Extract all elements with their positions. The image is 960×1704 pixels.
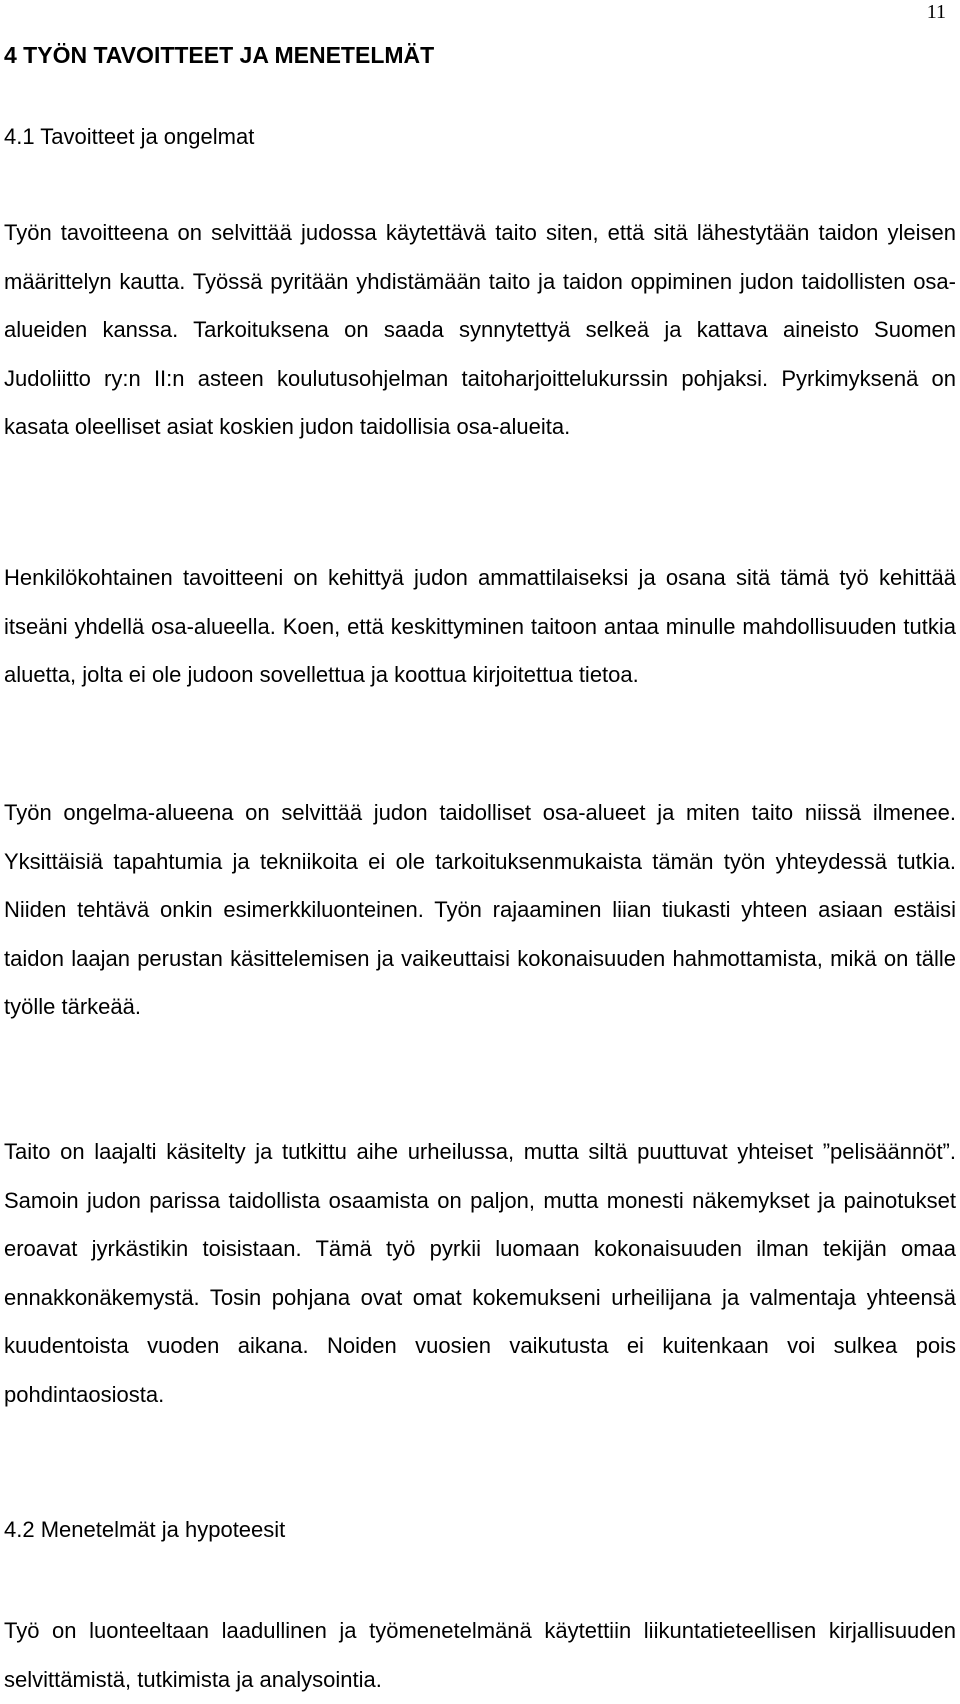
page-number: 11 (926, 1, 946, 23)
chapter-title: 4 TYÖN TAVOITTEET JA MENETELMÄT (4, 42, 435, 68)
paragraph: Työn ongelma-alueena on selvittää judon taidolliset osa-alueet ja miten taito niissä ilmenee. Yksittäisiä tapahtumia ja tekniikoita ei ole tarkoituksenmukaista tämän työn yhteydessä tutkia. Niiden tehtävä onkin esimerkkiluonteinen. Työn rajaaminen liian tiukasti yhteen asiaan estäisi taidon laajan perustan käsittelemisen ja vaikeuttaisi kokonaisuuden hahmottamista, mikä on tälle työlle tärkeää. (4, 800, 956, 1019)
paragraph: Taito on laajalti käsitelty ja tutkittu aihe urheilussa, mutta siltä puuttuvat yhteiset ”pelisäännöt”. Samoin judon parissa taidollista osaamista on paljon, mutta monesti näkemykset ja painotukset eroavat jyrkästikin toisistaan. Tämä työ pyrkii luomaan kokonaisuuden ilman tekijän omaa ennakkonäkemystä. Tosin pohjana ovat omat kokemukseni urheilijana ja valmentaja yhteensä kuudentoista vuoden aikana. Noiden vuosien vaikutusta ei kuitenkaan voi sulkea pois pohdintaosiosta. (4, 1139, 956, 1407)
paragraph: Työn tavoitteena on selvittää judossa käytettävä taito siten, että sitä lähestytään taidon yleisen määrittelyn kautta. Työssä pyritään yhdistämään taito ja taidon oppiminen judon taidollisten osa-alueiden kanssa. Tarkoituksena on saada synnytettyä selkeä ja kattava aineisto Suomen Judoliitto ry:n II:n asteen koulutusohjelman taitoharjoittelukurssin pohjaksi. Pyrkimyksenä on kasata oleelliset asiat koskien judon taidollisia osa-alueita. (4, 220, 956, 439)
paragraph: Työ on luonteeltaan laadullinen ja työmenetelmänä käytettiin liikuntatieteellisen kirjallisuuden selvittämistä, tutkimista ja analysointia. (4, 1618, 956, 1692)
section-heading: 4.1 Tavoitteet ja ongelmat (4, 124, 255, 149)
section-heading: 4.2 Menetelmät ja hypoteesit (4, 1517, 286, 1542)
paragraph: Henkilökohtainen tavoitteeni on kehittyä judon ammattilaiseksi ja osana sitä tämä työ kehittää itseäni yhdellä osa-alueella. Koen, että keskittyminen taitoon antaa minulle mahdollisuuden tutkia aluetta, jolta ei ole judoon sovellettua ja koottua kirjoitettua tietoa. (4, 565, 956, 687)
